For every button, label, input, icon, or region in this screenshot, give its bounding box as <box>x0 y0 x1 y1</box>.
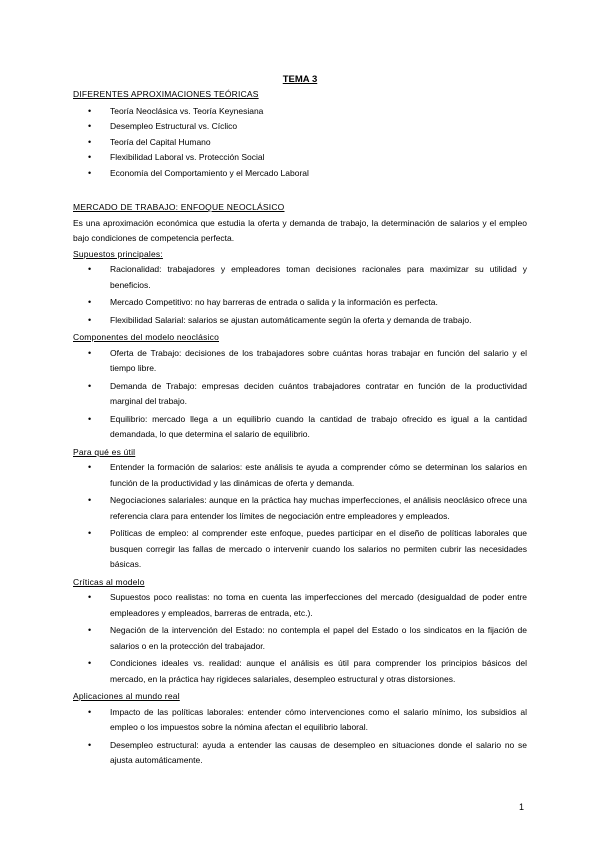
subheading-criticas: Críticas al modelo <box>73 576 145 587</box>
page-title: TEMA 3 <box>282 74 318 85</box>
list-item: • Flexibilidad Salarial: salarios se ajustan automáticamente según la oferta y demanda de trabajo. <box>73 313 527 329</box>
subheading-utilidad: Para qué es útil <box>73 446 136 457</box>
list-item: • Demanda de Trabajo: empresas deciden cuántos trabajadores contratar en función de la productividad marginal del trabajo. <box>73 379 527 410</box>
utilidad-list <box>73 460 527 573</box>
subheading-componentes: Componentes del modelo neoclásico <box>73 332 219 342</box>
supuestos-list <box>73 262 527 328</box>
list-item: • Teoría Neoclásica vs. Teoría Keynesiana <box>73 104 527 120</box>
list-item: • Equilibrio: mercado llega a un equilibrio cuando la cantidad de trabajo ofrecido es igual a la cantidad demandada, lo que determina el salario de equilibrio. <box>73 412 527 443</box>
section-heading-neoclasico: MERCADO DE TRABAJO: ENFOQUE NEOCLÁSICO <box>73 202 285 212</box>
section-heading-aproximaciones: DIFERENTES APROXIMACIONES TEÓRICAS <box>73 89 259 99</box>
list-item: • Negociaciones salariales: aunque en la práctica hay muchas imperfecciones, el análisis neoclásico ofrece una referencia clara para entender los límites de negociación entre empleadores y empleados. <box>73 493 527 524</box>
subheading-supuestos: Supuestos principales: <box>73 248 163 259</box>
list-item: • Economía del Comportamiento y el Mercado Laboral <box>73 166 527 182</box>
list-item: • Racionalidad: trabajadores y empleadores toman decisiones racionales para maximizar su utilidad y beneficios. <box>73 262 527 293</box>
list-item: • Mercado Competitivo: no hay barreras de entrada o salida y la información es perfecta. <box>73 295 527 311</box>
aplicaciones-list <box>73 705 527 769</box>
list-item: • Supuestos poco realistas: no toma en cuenta las imperfecciones del mercado (desigualdad de poder entre empleadores y empleados, barreras de entrada, etc.). <box>73 590 527 621</box>
list-item: • Negación de la intervención del Estado: no contempla el papel del Estado o los sindicatos en la fijación de salarios o en la protección del trabajador. <box>73 623 527 654</box>
subheading-aplicaciones: Aplicaciones al mundo real <box>73 691 180 701</box>
list-item: • Teoría del Capital Humano <box>73 135 527 151</box>
componentes-list <box>73 346 527 443</box>
criticas-list <box>73 590 527 687</box>
intro-paragraph: Es una aproximación económica que estudia la oferta y demanda de trabajo, la determinación de salarios y el empleo bajo condiciones de competencia perfecta. <box>73 217 527 243</box>
list-item: • Impacto de las políticas laborales: entender cómo intervenciones como el salario mínimo, los subsidios al empleo o los impuestos sobre la nómina afectan el equilibrio laboral. <box>73 705 527 736</box>
list-item: • Entender la formación de salarios: este análisis te ayuda a comprender cómo se determinan los salarios en función de la productividad y las dinámicas de oferta y demanda. <box>73 460 527 491</box>
list-item: • Flexibilidad Laboral vs. Protección Social <box>73 150 527 166</box>
list-item: • Desempleo estructural: ayuda a entender las causas de desempleo en situaciones donde el salario no se ajusta automáticamente. <box>73 738 527 769</box>
list-item: • Condiciones ideales vs. realidad: aunque el análisis es útil para comprender los principios básicos del mercado, en la práctica hay rigideces salariales, desempleo estructural y otras distorsiones. <box>73 656 527 687</box>
aproximaciones-list <box>73 104 527 182</box>
list-item: • Políticas de empleo: al comprender este enfoque, puedes participar en el diseño de políticas laborales que busquen corregir las fallas de mercado o intervenir cuando los salarios no permiten cubrir las necesidades básicas. <box>73 526 527 573</box>
list-item: • Desempleo Estructural vs. Cíclico <box>73 119 527 135</box>
page-number: 1 <box>519 802 525 812</box>
document-page <box>73 72 527 771</box>
list-item: • Oferta de Trabajo: decisiones de los trabajadores sobre cuántas horas trabajar en función del salario y el tiempo libre. <box>73 346 527 377</box>
